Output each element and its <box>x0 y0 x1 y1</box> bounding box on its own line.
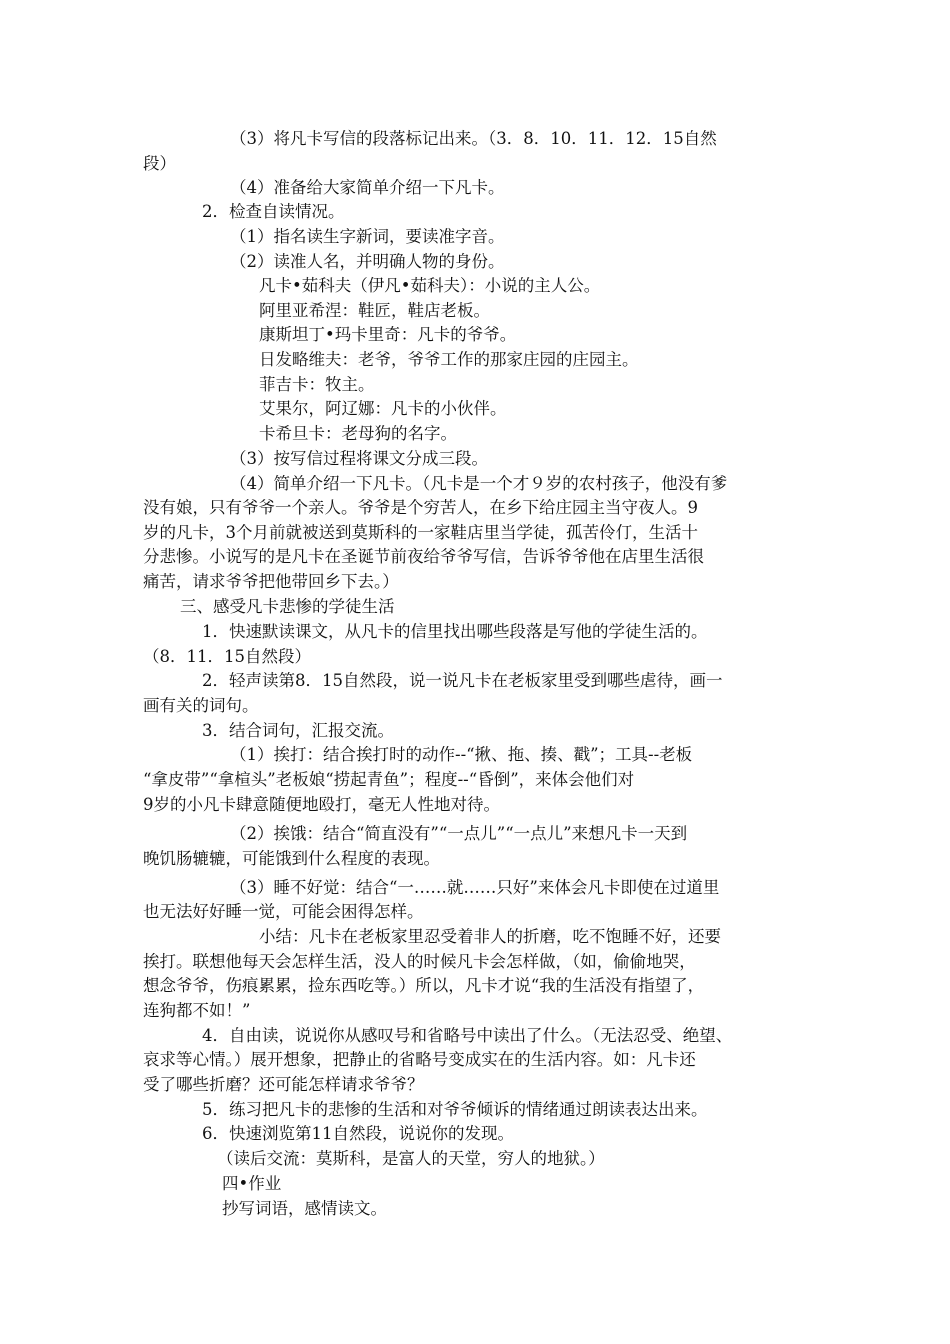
text-line: 3．结合词句，汇报交流。 <box>202 721 394 740</box>
text-line: 艾果尔，阿辽娜：凡卡的小伙伴。 <box>259 399 507 418</box>
text-line: 康斯坦丁•玛卡里奇：凡卡的爷爷。 <box>259 325 517 344</box>
text-line: （1）挨打：结合挨打时的动作--“揪、拖、揍、戳”；工具--老板 <box>230 745 693 764</box>
text-line: 1．快速默读课文，从凡卡的信里找出哪些段落是写他的学徒生活的。 <box>202 622 708 641</box>
text-line: （1）指名读生字新词，要读准字音。 <box>230 227 505 246</box>
section-heading: 四•作业 <box>222 1174 282 1193</box>
text-line: “拿皮带”“拿楦头”老板娘“捞起青鱼”；程度--“昏倒”，来体会他们对 <box>143 770 635 789</box>
text-line: （8．11．15自然段） <box>143 647 311 666</box>
text-line: 岁的凡卡，3个月前就被送到莫斯科的一家鞋店里当学徒，孤苦伶仃，生活十 <box>143 523 698 542</box>
text-line: （4）简单介绍一下凡卡。（凡卡是一个才９岁的农村孩子，他没有爹 <box>230 474 728 493</box>
text-line: 想念爷爷，伤痕累累，捡东西吃等。）所以，凡卡才说“我的生活没有指望了， <box>143 976 705 995</box>
text-line: （4）准备给大家简单介绍一下凡卡。 <box>230 178 505 197</box>
text-line: 6．快速浏览第11自然段，说说你的发现。 <box>202 1124 514 1143</box>
text-line: 菲吉卡：牧主。 <box>259 375 375 394</box>
text-line: 画有关的词句。 <box>143 696 259 715</box>
text-line: （3）睡不好觉：结合“一……就……只好”来体会凡卡即使在过道里 <box>230 878 720 897</box>
text-line: 连狗都不如！” <box>143 1001 251 1020</box>
text-line: 4．自由读，说说你从感叹号和省略号中读出了什么。（无法忍受、绝望、 <box>202 1026 733 1045</box>
text-line: 受了哪些折磨？还可能怎样请求爷爷？ <box>143 1075 424 1094</box>
text-line: 卡希旦卡：老母狗的名字。 <box>259 424 457 443</box>
text-line: （3）将凡卡写信的段落标记出来。（3．8．10．11．12．15自然 <box>230 129 717 148</box>
text-line: （读后交流：莫斯科，是富人的天堂，穷人的地狱。） <box>217 1149 605 1168</box>
text-line: 段） <box>143 154 176 173</box>
section-heading: 三、感受凡卡悲惨的学徒生活 <box>180 597 395 616</box>
text-line: 凡卡•茹科夫（伊凡•茹科夫）：小说的主人公。 <box>259 276 601 295</box>
text-line: 分悲惨。小说写的是凡卡在圣诞节前夜给爷爷写信，告诉爷爷他在店里生活很 <box>143 547 704 566</box>
text-line: 日发略维夫：老爷，爷爷工作的那家庄园的庄园主。 <box>259 350 639 369</box>
text-line: 痛苦，请求爷爷把他带回乡下去。） <box>143 572 399 591</box>
text-line: （2）挨饿：结合“简直没有”“一点儿”“一点儿”来想凡卡一天到 <box>230 824 688 843</box>
text-line: 9岁的小凡卡肆意随便地殴打，毫无人性地对待。 <box>143 795 500 814</box>
text-line: 也无法好好睡一觉，可能会困得怎样。 <box>143 902 424 921</box>
text-line: 2．检查自读情况。 <box>202 202 345 221</box>
text-line: 5．练习把凡卡的悲惨的生活和对爷爷倾诉的情绪通过朗读表达出来。 <box>202 1100 708 1119</box>
text-line: （2）读准人名，并明确人物的身份。 <box>230 252 505 271</box>
text-line: 2．轻声读第8．15自然段，说一说凡卡在老板家里受到哪些虐待，画一 <box>202 671 723 690</box>
summary-line: 小结：凡卡在老板家里忍受着非人的折磨，吃不饱睡不好，还要 <box>259 927 721 946</box>
text-line: （3）按写信过程将课文分成三段。 <box>230 449 488 468</box>
text-line: 抄写词语，感情读文。 <box>222 1199 387 1218</box>
text-line: 阿里亚希涅：鞋匠，鞋店老板。 <box>259 301 490 320</box>
text-line: 挨打。联想他每天会怎样生活，没人的时候凡卡会怎样做，（如，偷偷地哭， <box>143 952 696 971</box>
text-line: 没有娘，只有爷爷一个亲人。爷爷是个穷苦人，在乡下给庄园主当守夜人。9 <box>143 498 698 517</box>
text-line: 哀求等心情。）展开想象，把静止的省略号变成实在的生活内容。如：凡卡还 <box>143 1050 696 1069</box>
text-line: 晚饥肠辘辘，可能饿到什么程度的表现。 <box>143 849 440 868</box>
